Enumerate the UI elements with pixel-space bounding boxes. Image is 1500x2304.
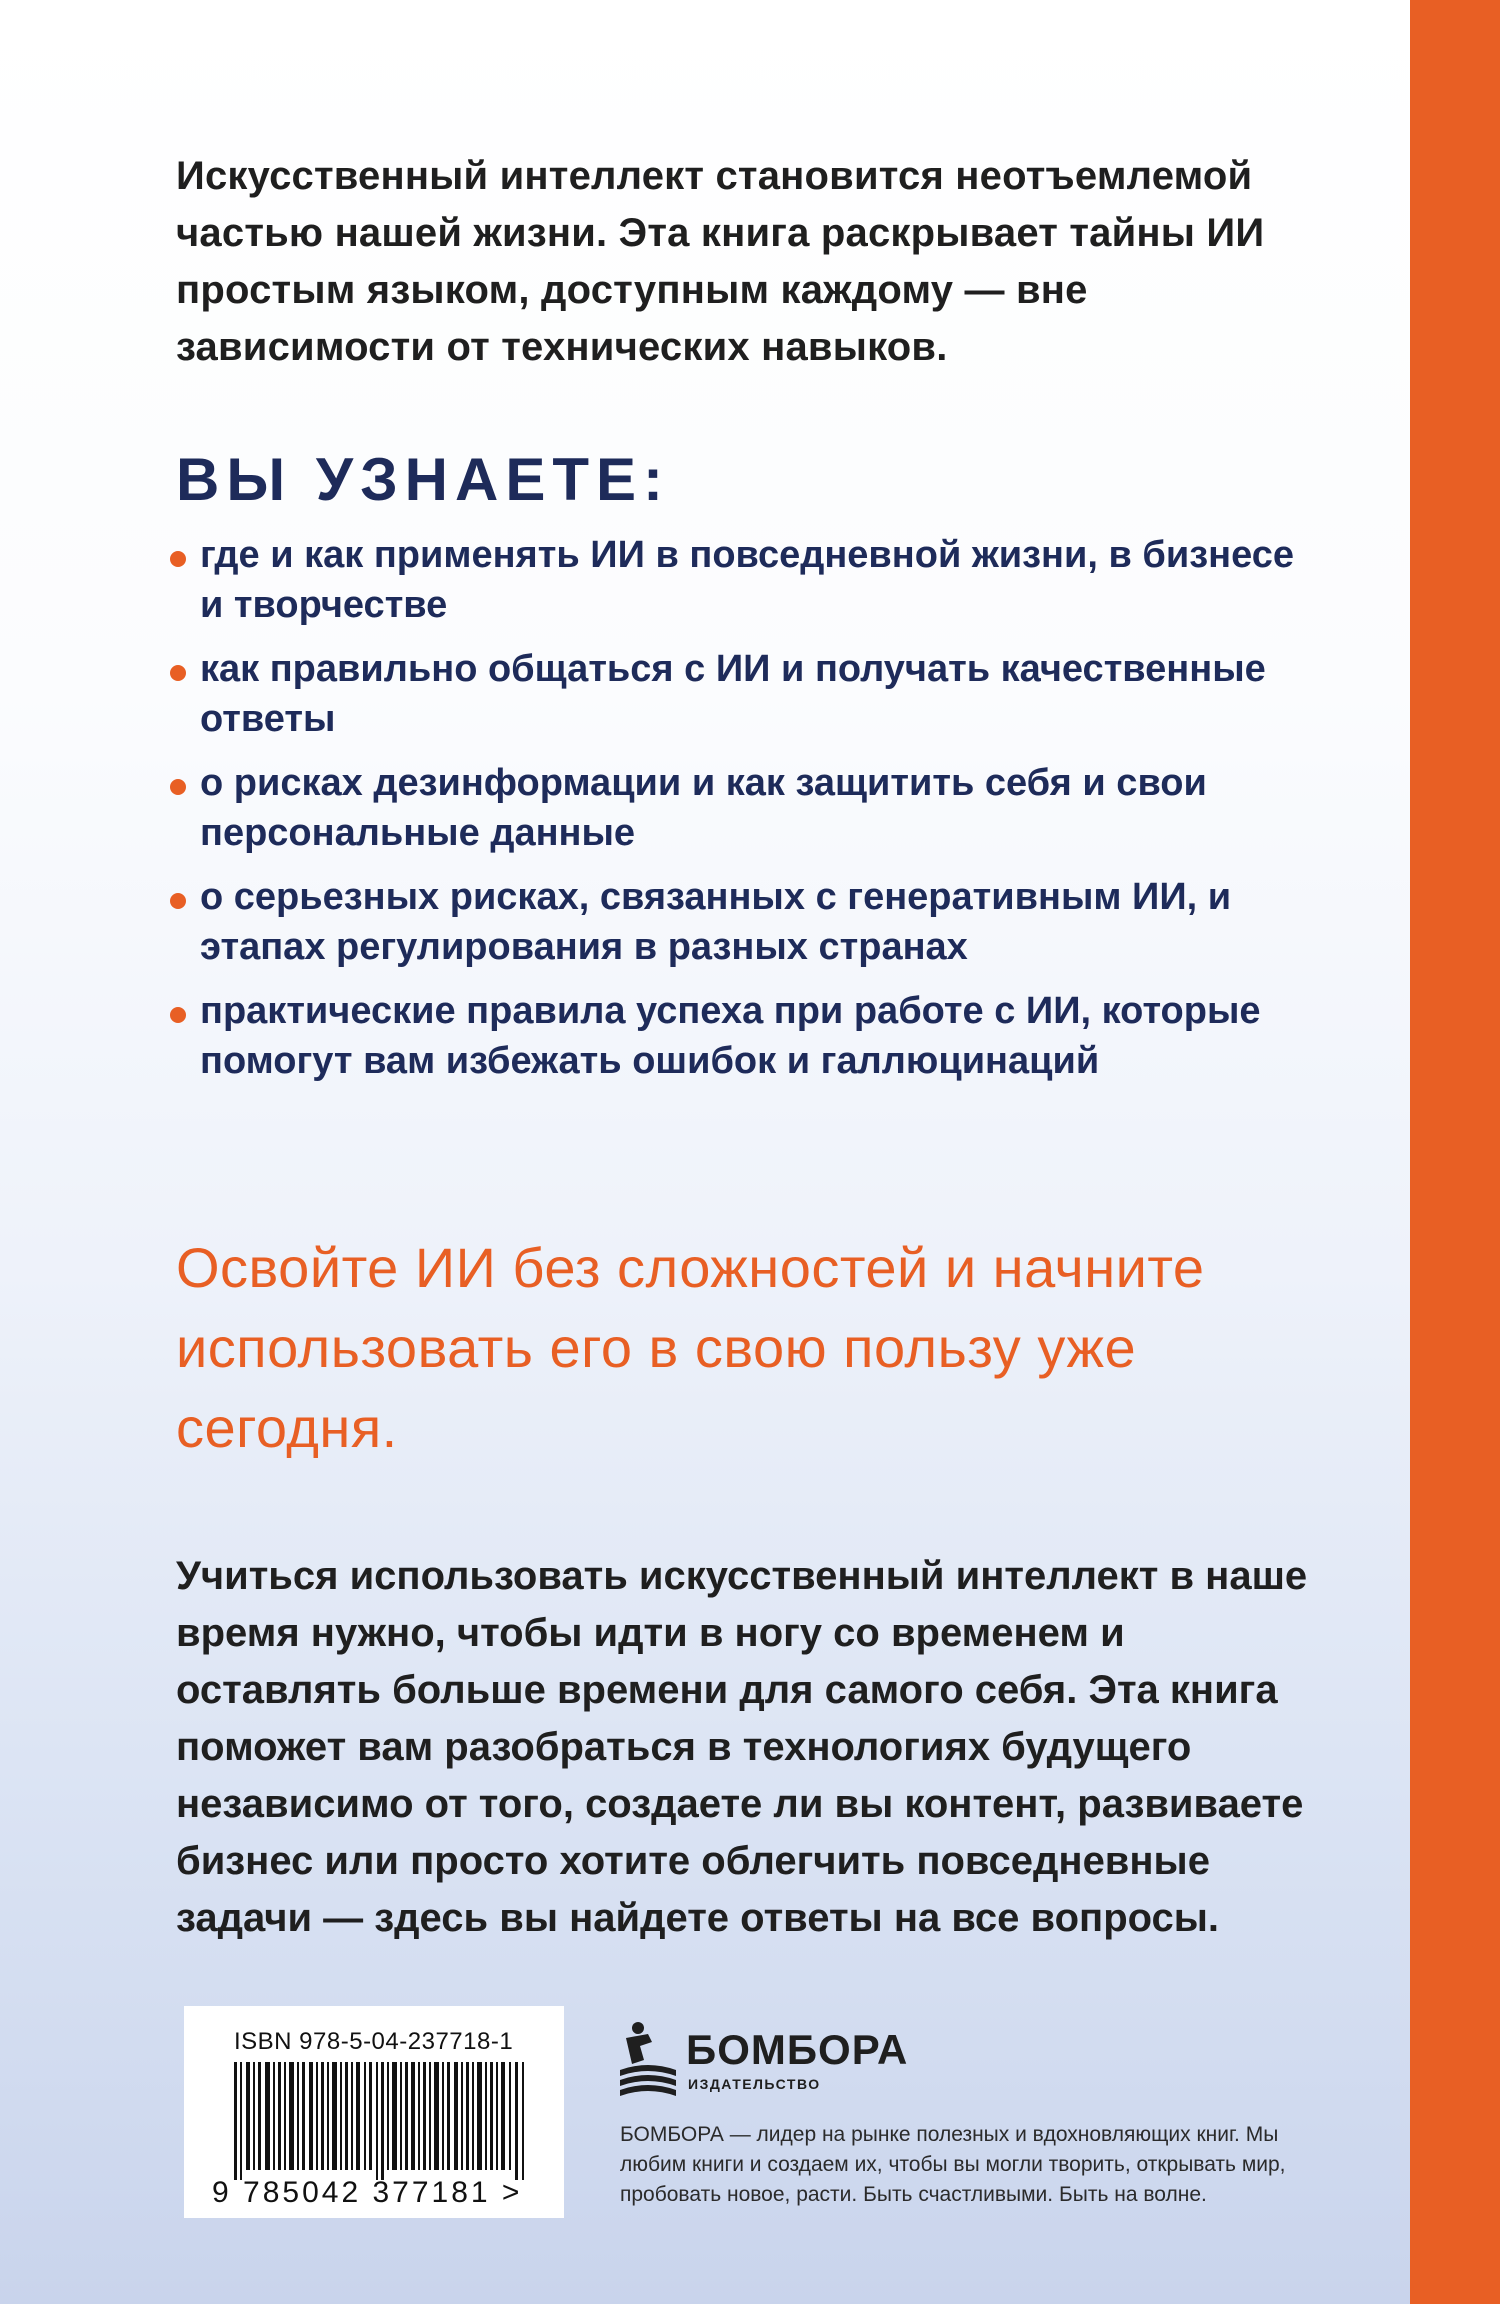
list-item [170,872,1320,972]
list-item-text: о рисках дезинформации и как защитить себя и свои персональные данные [200,762,1207,854]
bullet-dot-icon [170,1007,186,1023]
list-item-text: как правильно общаться с ИИ и получать качественные ответы [200,648,1266,740]
bullet-dot-icon [170,779,186,795]
publisher-name: БОМБОРА [686,2026,909,2073]
call-to-action: Освойте ИИ без сложностей и начните использовать его в свою пользу уже сегодня. [176,1236,1205,1459]
list-item [170,644,1320,744]
isbn-barcode-box [184,2006,564,2218]
outro-paragraph: Учиться использовать искусственный интеллект в наше время нужно, чтобы идти в ногу со временем и оставлять больше времени для самого себя. Эта книга поможет вам разобраться в технологиях будущего независимо от того, создаете ли вы контент, развиваете бизнес или просто хотите облегчить повседневные задачи — здесь вы найдете ответы на все вопросы. [176,1554,1308,1940]
publisher-logo-icon [618,2020,678,2100]
barcode-digits: 9 785042 377181 > [212,2176,523,2209]
list-item [170,986,1320,1086]
barcode-icon [234,2062,530,2180]
list-item [170,530,1320,630]
isbn-label: ISBN 978-5-04-237718-1 [234,2028,514,2055]
list-item-text: о серьезных рисках, связанных с генеративным ИИ, и этапах регулирования в разных странах [200,876,1232,968]
learn-list [170,530,1320,1100]
list-item [170,758,1320,858]
bullet-dot-icon [170,665,186,681]
orange-side-stripe [1410,0,1500,2304]
intro-paragraph: Искусственный интеллект становится неотъемлемой частью нашей жизни. Эта книга раскрывает тайны ИИ простым языком, доступным каждому — вне зависимости от технических навыков. [176,154,1265,369]
list-item-text: практические правила успеха при работе с ИИ, которые помогут вам избежать ошибок и галлюцинаций [200,990,1261,1082]
bullet-dot-icon [170,893,186,909]
list-item-text: где и как применять ИИ в повседневной жизни, в бизнесе и творчестве [200,534,1294,626]
section-heading: ВЫ УЗНАЕТЕ: [176,446,670,513]
publisher-description: БОМБОРА — лидер на рынке полезных и вдохновляющих книг. Мы любим книги и создаем их, чтобы вы могли творить, открывать мир, пробовать новое, расти. Быть счастливыми. Быть на волне. [620,2123,1286,2206]
bullet-dot-icon [170,551,186,567]
publisher-subtitle: ИЗДАТЕЛЬСТВО [688,2076,821,2092]
